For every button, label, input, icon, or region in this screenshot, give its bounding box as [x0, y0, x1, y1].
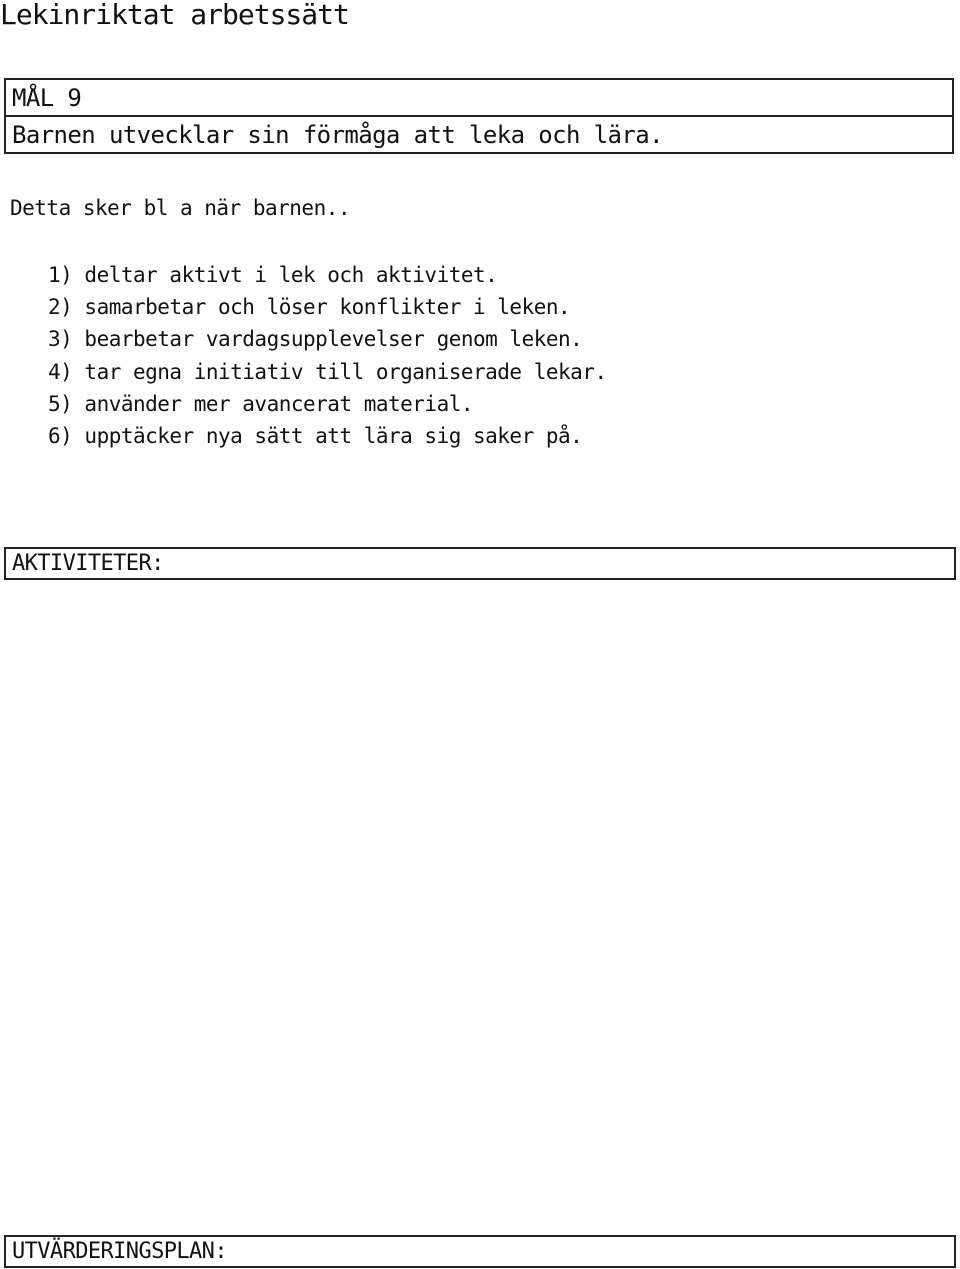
- activities-heading: AKTIVITETER:: [4, 547, 956, 580]
- goal-box: [4, 78, 954, 154]
- list-item: 4) tar egna initiativ till organiserade lekar.: [48, 359, 607, 384]
- list-item: 2) samarbetar och löser konflikter i leken.: [48, 295, 571, 320]
- page-title: Lekinriktat arbetssätt: [0, 0, 349, 31]
- goal-criteria-list: [48, 259, 607, 452]
- goal-description: Barnen utvecklar sin förmåga att leka och lära.: [12, 121, 663, 149]
- list-item: 1) deltar aktivt i lek och aktivitet.: [48, 263, 498, 287]
- evaluation-plan-heading: UTVÄRDERINGSPLAN:: [4, 1235, 956, 1268]
- list-item: 5) använder mer avancerat material.: [48, 391, 474, 416]
- list-item: 3) bearbetar vardagsupplevelser genom leken.: [48, 327, 583, 352]
- list-item: 6) upptäcker nya sätt att lära sig saker på.: [48, 423, 583, 448]
- goal-label: MÅL 9: [6, 80, 952, 117]
- intro-text: Detta sker bl a när barnen..: [10, 196, 351, 220]
